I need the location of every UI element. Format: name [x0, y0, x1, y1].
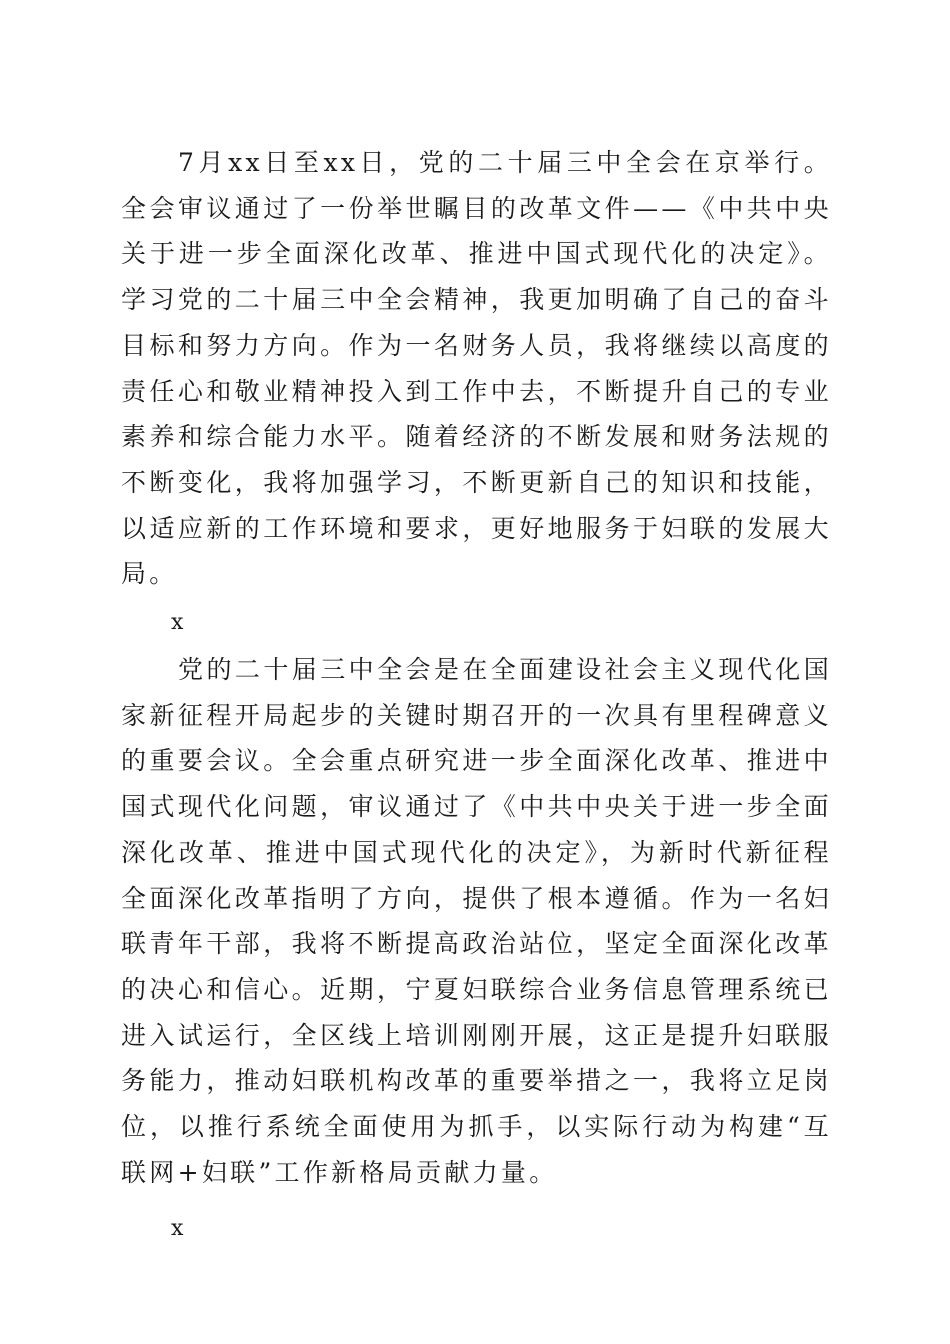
document-page: [121, 140, 832, 1253]
separator-marker-2: x: [171, 1216, 184, 1242]
separator-marker-1: x: [171, 610, 184, 636]
paragraph-1: 7月xx日至xx日，党的二十届三中全会在京举行。全会审议通过了一份举世瞩目的改革文件——《中共中央关于进一步全面深化改革、推进中国式现代化的决定》。学习党的二十届三中全会精神，我更加明确了自己的奋斗目标和努力方向。作为一名财务人员，我将继续以高度的责任心和敬业精神投入到工作中去，不断提升自己的专业素养和综合能力水平。随着经济的不断发展和财务法规的不断变化，我将加强学习，不断更新自己的知识和技能，以适应新的工作环境和要求，更好地服务于妇联的发展大局。: [121, 148, 832, 589]
spacer: [121, 1195, 832, 1205]
paragraph-2: 党的二十届三中全会是在全面建设社会主义现代化国家新征程开局起步的关键时期召开的一次具有里程碑意义的重要会议。全会重点研究进一步全面深化改革、推进中国式现代化问题，审议通过了《中共中央关于进一步全面深化改革、推进中国式现代化的决定》，为新时代新征程全面深化改革指明了方向，提供了根本遵循。作为一名妇联青年干部，我将不断提高政治站位，坚定全面深化改革的决心和信心。近期，宁夏妇联综合业务信息管理系统已进入试运行，全区线上培训刚刚开展，这正是提升妇联服务能力，推动妇联机构改革的重要举措之一，我将立足岗位，以推行系统全面使用为抓手，以实际行动为构建“互联网+妇联”工作新格局贡献力量。: [121, 655, 832, 1187]
